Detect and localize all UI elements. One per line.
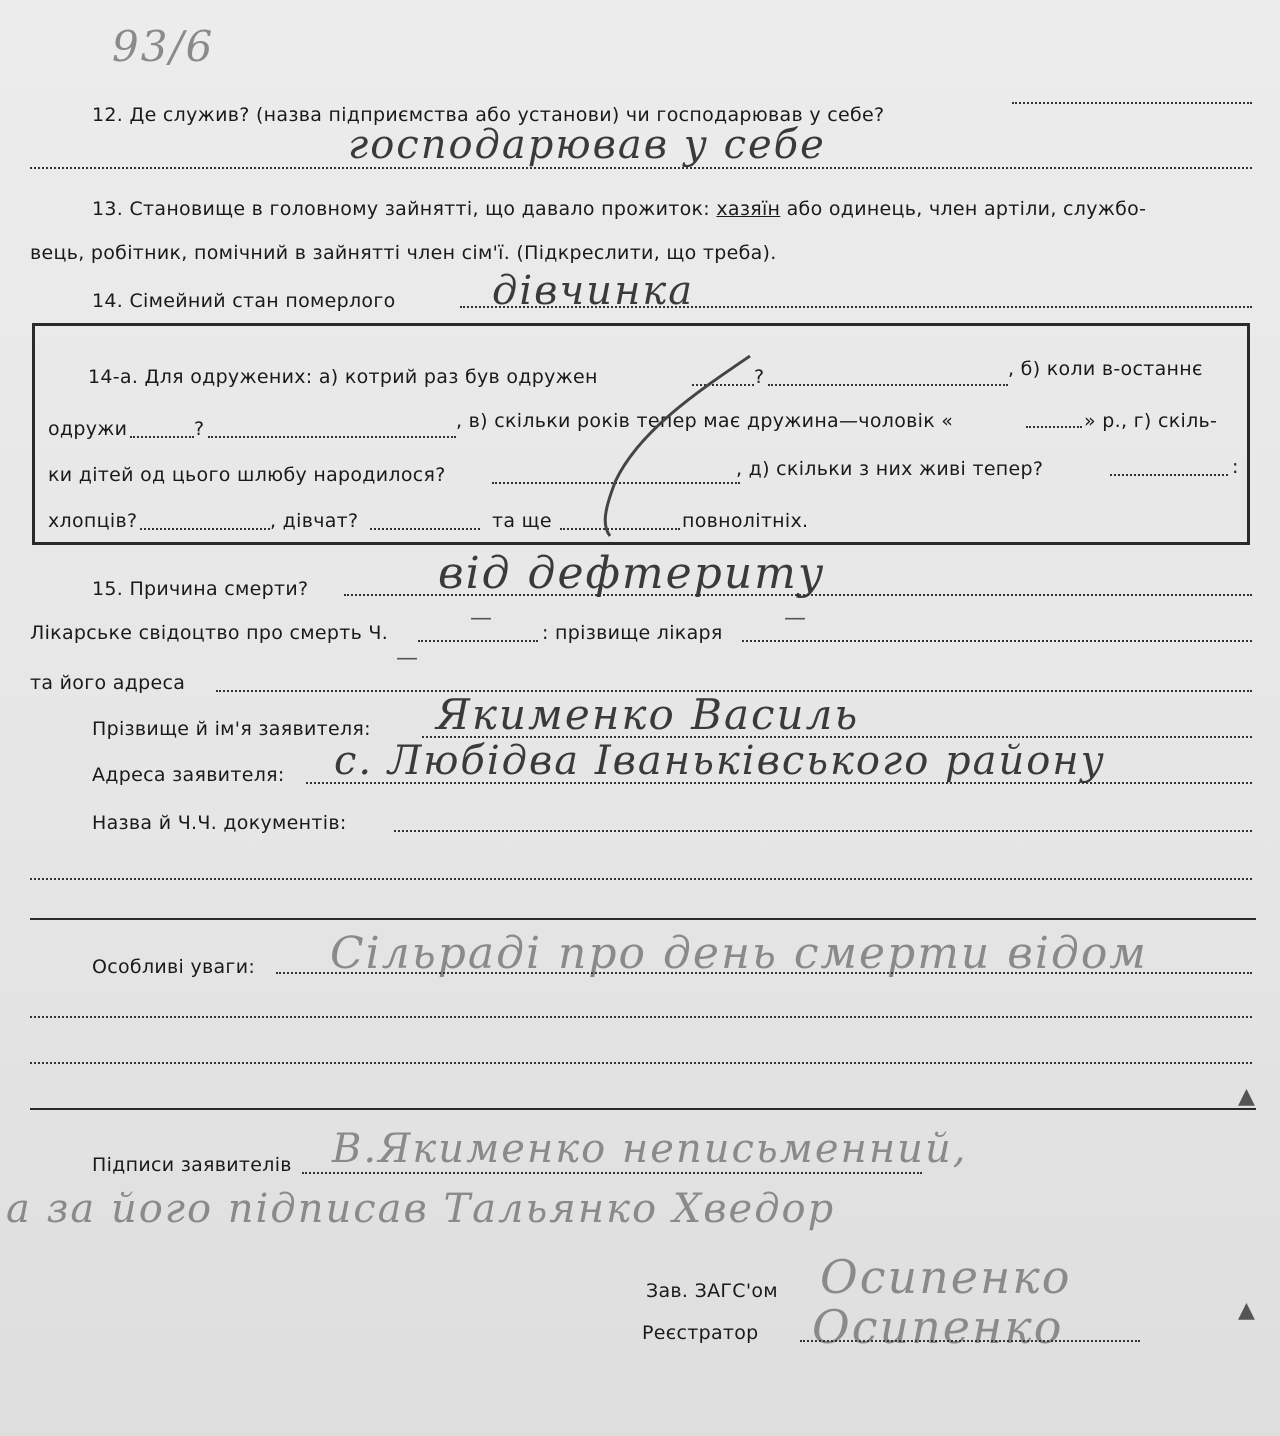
q13-line2: вець, робітник, помічний в зайнятті член сім'ї. (Підкреслити, що треба). [30,242,777,264]
q14a-dots-7 [1110,474,1228,476]
q14a-dots-5 [1026,426,1082,428]
q13-line1 [92,198,1146,220]
q14a-line4a: хлопців? [48,510,138,532]
q14a-line4d: повнолітніх. [682,510,809,532]
registrar-label: Реєстратор [642,1322,759,1344]
applicant-name-value: Якименко Василь [436,690,860,739]
registrar-signature: Осипенко [812,1300,1064,1354]
remarks-dots-3 [30,1062,1252,1064]
q14a-dots-3 [130,436,194,438]
corner-mark: 93/6 [112,22,215,71]
q14a-line1a: 14-а. Для одружених: а) котрий раз був одружен [88,366,598,388]
dash-mark-3: — [396,646,418,671]
q14a-line2a: одружи [48,418,128,440]
q12-label: 12. Де служив? (назва підприємства або установи) чи господарював у себе? [92,104,885,126]
remarks-dots [276,972,1252,974]
zags-label: Зав. ЗАГС'ом [646,1280,778,1302]
medical-dots-2 [742,640,1252,642]
q14a-dots-8 [140,528,270,530]
dash-mark-1: — [470,606,492,631]
remarks-label: Особливі уваги: [92,956,256,978]
signatures-label: Підписи заявителів [92,1154,292,1176]
signatures-line1: В.Якименко неписьменний, [332,1126,968,1172]
q14a-line1c: , б) коли в-останнє [1008,358,1203,380]
divider-2 [30,1108,1256,1110]
q14a-line2b: ? [194,418,205,440]
crossout-stroke [580,350,780,540]
applicant-address-dots [306,782,1252,784]
q15-dots [344,594,1252,596]
q14a-dots-9 [370,528,480,530]
q15-label: 15. Причина смерти? [92,578,309,600]
q12-dots [1012,102,1252,104]
registrar-dots [800,1340,1140,1342]
q13-prefix: 13. Становище в головному зайнятті, що давало прожиток: [92,198,717,220]
medical-doctor-label: : прізвище лікаря [542,622,723,644]
q12-answer: господарював у себе [348,122,826,168]
q14a-line4b: , дівчат? [270,510,359,532]
medical-address-label: та його адреса [30,672,186,694]
q13-suffix: або одинець, член артіли, службо- [780,198,1147,220]
remarks-dots-2 [30,1016,1252,1018]
applicant-name-label: Прізвище й ім'я заявителя: [92,718,371,740]
q15-answer: від дефтериту [438,548,826,599]
q14a-line3b: , д) скільки з них живі тепер? [736,458,1044,480]
q14a-line3c: : [1232,456,1239,478]
applicant-docs-dots-2 [30,878,1252,880]
q14a-line2c: , в) скільки років тепер має дружина—чоловік « [456,410,954,432]
signatures-line2: а за його підписав Тальянко Хведор [6,1186,836,1232]
q14-dots [460,306,1252,308]
q13-selected-option: хазяїн [716,198,781,220]
q14-label: 14. Сімейний стан померлого [92,290,396,312]
q14a-dots-4 [208,436,456,438]
q14a-dots-2 [768,384,1008,386]
zags-signature: Осипенко [820,1250,1072,1304]
applicant-docs-label: Назва й Ч.Ч. документів: [92,812,347,834]
q14a-line1b: ? [754,366,765,388]
applicant-docs-dots [394,830,1252,832]
medical-label: Лікарське свідоцтво про смерть Ч. [30,622,389,644]
signatures-dots [302,1172,922,1174]
divider-1 [30,918,1256,920]
q14a-line2d: » р., г) скіль- [1084,410,1218,432]
applicant-address-label: Адреса заявителя: [92,764,285,786]
q14-answer: дівчинка [492,268,695,314]
applicant-address-value: с. Любідва Іваньківського району [334,738,1106,784]
stray-mark-1: ▲ [1238,1084,1255,1109]
medical-dots-1 [418,640,538,642]
q14a-line4c: та ще [492,510,552,532]
remarks-value: Сільраді про день смерти відом [330,928,1148,979]
stray-mark-2: ▲ [1238,1298,1255,1323]
q12-answer-line [30,167,1252,169]
q14a-line3a: ки дітей од цього шлюбу народилося? [48,464,446,486]
dash-mark-2: — [784,606,806,631]
